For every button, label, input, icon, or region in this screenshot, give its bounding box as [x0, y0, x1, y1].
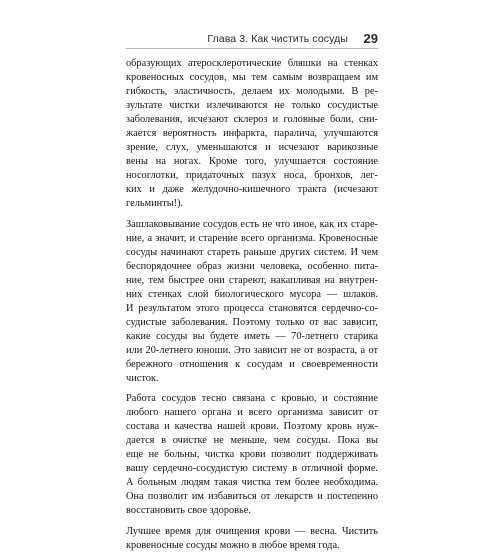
text-line: Работа сосудов тесно связана с кровью, и состояние	[126, 393, 378, 405]
page-number: 29	[363, 31, 378, 46]
text-line: ние, а значит, и старение всего организма. Кровеносные	[126, 232, 378, 244]
text-line: заболевания, исчезают склероз и головные боли, сни-	[126, 114, 378, 126]
paragraph	[126, 525, 378, 553]
text-line: гельминты!).	[126, 198, 184, 210]
text-line: И результатом этого процесса становятся сердечно-со-	[126, 302, 378, 314]
text-line: или 20-летнего юноши. Это зависит не от возраста, а от	[126, 344, 378, 356]
text-line: кровеносных сосудов, мы тем самым возвращаем им	[126, 72, 378, 84]
text-line: еще не больны, чистка крови позволит поддерживать	[126, 449, 378, 461]
paragraph	[126, 57, 378, 212]
text-line: Зашлаковывание сосудов есть не что иное, как их старе-	[126, 218, 378, 230]
text-line: любого нашего органа и всего организма зависит от	[126, 407, 378, 419]
text-line: А больным людям такая чистка тем более необходима.	[126, 477, 378, 489]
text-line: вашу сердечно-сосудистую систему в отличной форме.	[126, 463, 378, 475]
text-line: ние, тем быстрее они стареют, накапливая на внутрен-	[126, 274, 378, 286]
text-line: носоглотки, придаточных пазух носа, бронхов, лег-	[126, 170, 378, 182]
text-line: беспорядочнее образ жизни человека, особенно пита-	[126, 260, 378, 272]
running-header	[126, 32, 378, 49]
text-line: судистые заболевания. Поэтому только от вас зависит,	[126, 316, 378, 328]
text-line: чисток.	[126, 373, 159, 385]
text-line: зрение, слух, уменьшаются и исчезают варикозные	[126, 142, 378, 154]
text-line: вены на ногах. Кроме того, улучшается состояние	[126, 156, 378, 168]
text-line: дается в очистке не меньше, чем сосуды. Пока вы	[126, 435, 378, 447]
text-line: ких и даже желудочно-кишечного тракта (исчезают	[126, 184, 378, 196]
text-line: Лучшее время для очищения крови — весна. Чистить	[126, 525, 378, 537]
text-line: жается вероятность инфаркта, паралича, улучшаются	[126, 128, 378, 140]
paragraph	[126, 218, 378, 387]
paragraph	[126, 392, 378, 518]
text-line: гибкость, эластичность, делаем их молодыми. В ре-	[126, 86, 378, 98]
text-line: бережного отношения к сосудам и своевременности	[126, 358, 378, 370]
text-line: них стенках слой биологического мусора — шлаков.	[126, 288, 378, 300]
text-line: кровеносные сосуды можно в любое время года.	[126, 539, 340, 551]
text-line: Она позволит им избавиться от лекарств и постепенно	[126, 491, 378, 503]
text-line: зультате чистки излечиваются не только сосудистые	[126, 100, 378, 112]
text-line: состава и качества нашей крови. Поэтому кровь нуж-	[126, 421, 378, 433]
text-line: какие сосуды вы будете иметь — 70-летнего старика	[126, 330, 378, 342]
text-line: образующих атеросклеротические бляшки на стенках	[126, 58, 378, 69]
body-text	[126, 57, 378, 559]
text-line: сосуды начинают стареть раньше других систем. И чем	[126, 246, 378, 258]
chapter-title: Глава 3. Как чистить сосуды	[207, 33, 348, 45]
text-line: восстановить свое здоровье.	[126, 505, 251, 517]
